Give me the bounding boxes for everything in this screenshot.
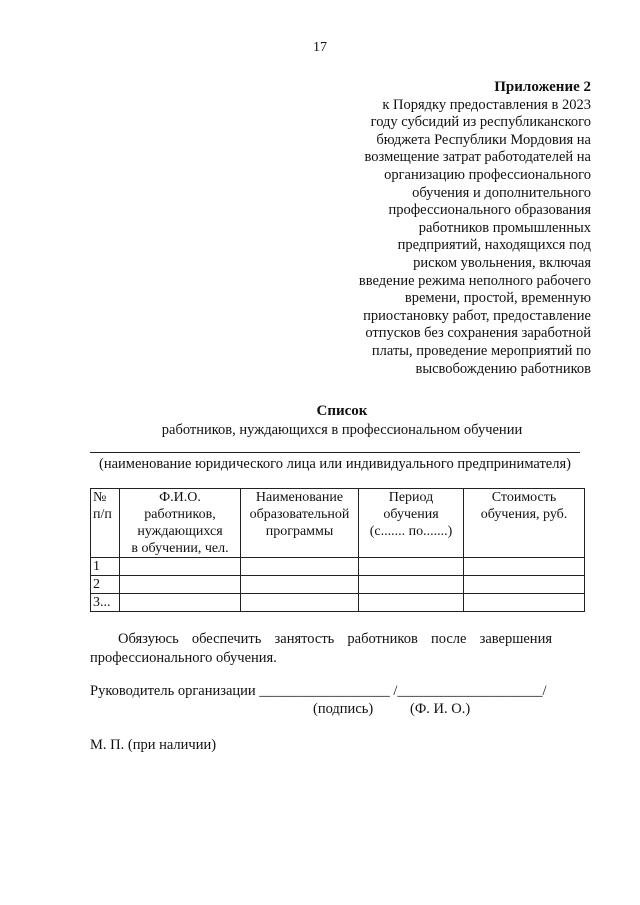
appendix-line: предприятий, находящихся под bbox=[397, 237, 591, 254]
table-cell bbox=[359, 594, 464, 612]
table-cell bbox=[120, 576, 241, 594]
signature-line: Руководитель организации __________________ /____________________/ bbox=[90, 683, 547, 699]
header-text: в обучении, чел. bbox=[131, 541, 229, 556]
header-text: работников, bbox=[144, 507, 216, 522]
appendix-line: к Порядку предоставления в 2023 bbox=[382, 96, 591, 113]
header-text: обучения, руб. bbox=[480, 507, 568, 522]
header-period bbox=[359, 489, 464, 558]
header-fio bbox=[120, 489, 241, 558]
appendix-line: возмещение затрат работодателей на bbox=[364, 149, 591, 166]
header-text: № bbox=[93, 490, 107, 505]
header-program bbox=[241, 489, 359, 558]
header-text: обучения bbox=[383, 507, 439, 522]
appendix-line: профессионального образования bbox=[388, 202, 591, 219]
table-row bbox=[91, 594, 585, 612]
header-text: Стоимость bbox=[491, 490, 557, 505]
table-header-row bbox=[91, 489, 585, 558]
row-number: 1 bbox=[91, 558, 120, 576]
list-title: Список bbox=[316, 403, 368, 419]
appendix-line: работников промышленных bbox=[418, 219, 591, 236]
header-text: программы bbox=[265, 524, 334, 539]
table-cell bbox=[120, 558, 241, 576]
table-row bbox=[91, 558, 585, 576]
list-subtitle: работников, нуждающихся в профессиональном обучении bbox=[161, 422, 523, 438]
table-cell bbox=[241, 594, 359, 612]
entity-name-line bbox=[90, 452, 580, 453]
table-cell bbox=[241, 576, 359, 594]
appendix-title: Приложение 2 bbox=[494, 79, 591, 95]
appendix-line: бюджета Республики Мордовия на bbox=[376, 131, 591, 148]
table-cell bbox=[464, 576, 585, 594]
entity-caption: (наименование юридического лица или индивидуального предпринимателя) bbox=[99, 456, 571, 472]
header-text: Период bbox=[388, 490, 434, 505]
header-text: п/п bbox=[93, 507, 112, 522]
table-cell bbox=[120, 594, 241, 612]
appendix-line: году субсидий из республиканского bbox=[370, 114, 591, 131]
appendix-line: введение режима неполного рабочего bbox=[358, 272, 591, 289]
signature-caption: (подпись) bbox=[313, 701, 374, 717]
row-number: 3... bbox=[91, 594, 120, 612]
obligation-text: Обязуюсь обеспечить занятость работников после завершения профессионального обучения. bbox=[90, 631, 552, 666]
workers-table bbox=[90, 488, 585, 612]
header-text: (с....... по.......) bbox=[369, 524, 453, 539]
appendix-line: отпусков без сохранения заработной bbox=[365, 325, 591, 342]
table-cell bbox=[241, 558, 359, 576]
appendix-line: приостановку работ, предоставление bbox=[363, 307, 591, 324]
table-cell bbox=[464, 594, 585, 612]
name-caption: (Ф. И. О.) bbox=[410, 701, 471, 717]
header-text: нуждающихся bbox=[137, 524, 223, 539]
appendix-line: времени, простой, временную bbox=[404, 290, 591, 307]
table-cell bbox=[464, 558, 585, 576]
table-row bbox=[91, 576, 585, 594]
header-text: Ф.И.О. bbox=[159, 490, 201, 505]
page-number: 17 bbox=[313, 40, 327, 55]
appendix-block bbox=[331, 79, 591, 378]
appendix-line: риском увольнения, включая bbox=[413, 254, 591, 271]
header-text: образовательной bbox=[249, 507, 350, 522]
appendix-line: организацию профессионального bbox=[384, 166, 591, 183]
appendix-line: платы, проведение мероприятий по bbox=[371, 342, 591, 359]
table-cell bbox=[359, 576, 464, 594]
row-number: 2 bbox=[91, 576, 120, 594]
appendix-line: обучения и дополнительного bbox=[412, 184, 591, 201]
stamp-note: М. П. (при наличии) bbox=[90, 737, 217, 753]
appendix-line: высвобождению работников bbox=[415, 360, 591, 377]
header-cost bbox=[464, 489, 585, 558]
header-num bbox=[91, 489, 120, 558]
table-cell bbox=[359, 558, 464, 576]
header-text: Наименование bbox=[255, 490, 344, 505]
